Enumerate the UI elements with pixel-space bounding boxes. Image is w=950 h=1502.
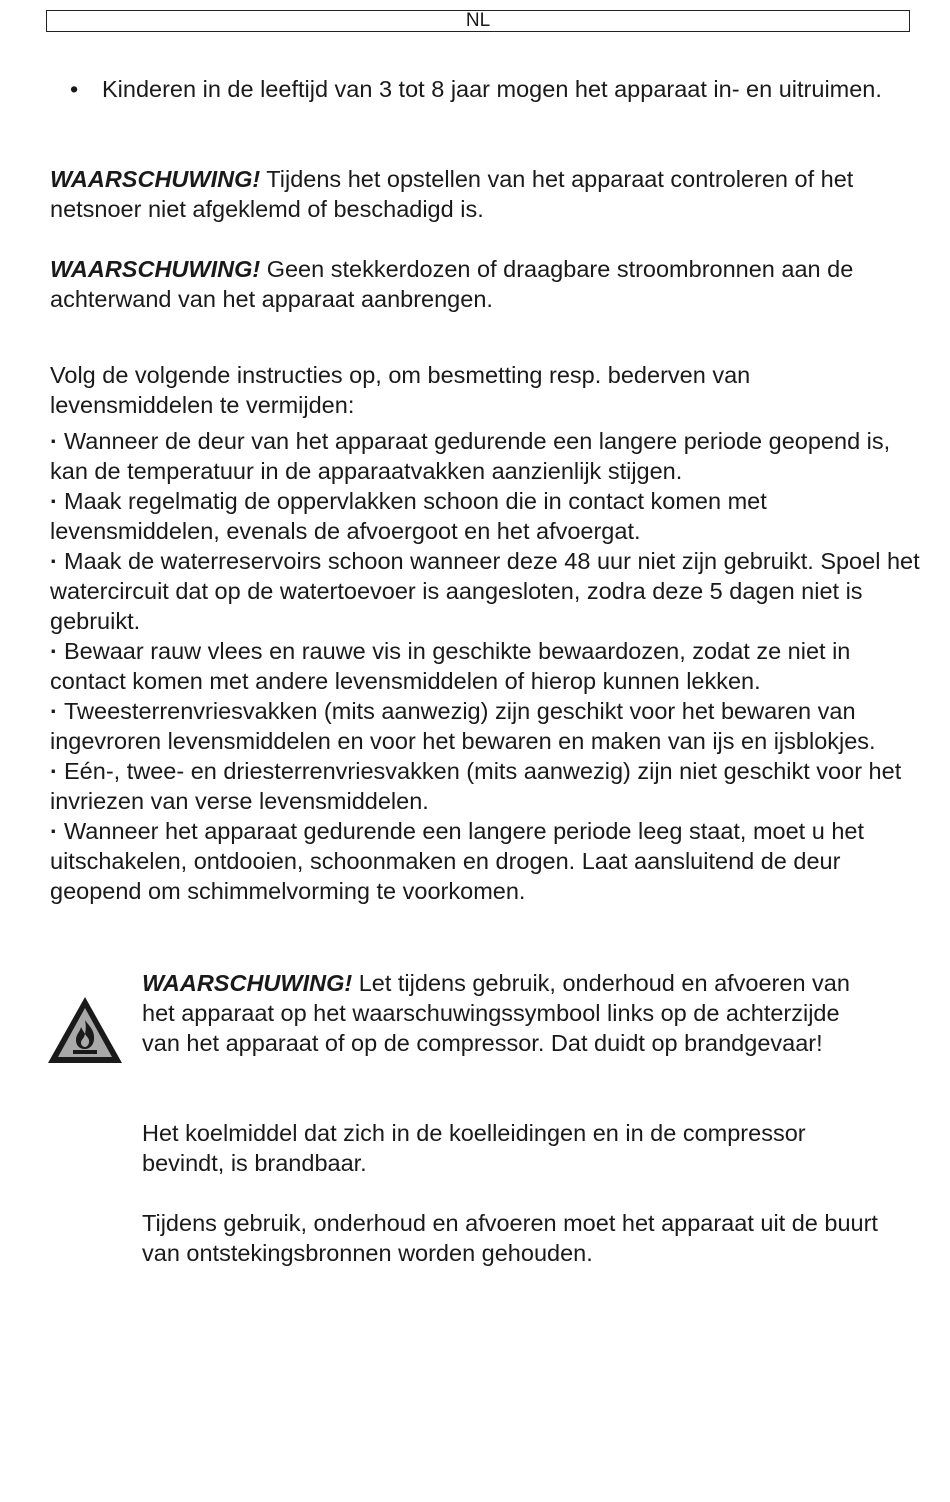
instructions-list	[50, 426, 930, 906]
warning-label: WAARSCHUWING!	[50, 256, 261, 282]
list-item-text: Bewaar rauw vlees en rauwe vis in geschikte bewaardozen, zodat ze niet in contact komen met andere levensmiddelen of hierop kunnen lekken.	[50, 638, 851, 694]
list-item-text: Tweesterrenvriesvakken (mits aanwezig) zijn geschikt voor het bewaren van ingevroren levensmiddelen en voor het bewaren en maken van ijs en ijsblokjes.	[50, 698, 876, 754]
list-item	[50, 546, 930, 636]
list-item-text: Wanneer het apparaat gedurende een langere periode leeg staat, moet u het uitschakelen, ontdooien, schoonmaken en drogen. Laat aansluitend de deur geopend om schimmelvorming te voorkomen.	[50, 818, 865, 904]
list-marker: ·	[50, 698, 58, 724]
warning-label: WAARSCHUWING!	[50, 166, 261, 192]
warning-text: Geen stekkerdozen of draagbare stroombronnen aan de achterwand van het apparaat aanbrengen.	[50, 256, 854, 312]
list-item	[50, 696, 930, 756]
warning-label: WAARSCHUWING!	[142, 970, 353, 996]
list-marker: ·	[50, 638, 58, 664]
language-code: NL	[465, 10, 491, 31]
flammable-warning-icon	[45, 994, 125, 1066]
list-item	[50, 756, 930, 816]
ignition-note: Tijdens gebruik, onderhoud en afvoeren moet het apparaat uit de buurt van ontstekingsbronnen worden gehouden.	[142, 1210, 878, 1266]
list-item	[50, 426, 930, 486]
instructions-intro: Volg de volgende instructies op, om besmetting resp. bederven van levensmiddelen te vermijden:	[50, 362, 751, 418]
list-item	[50, 636, 930, 696]
list-item-text: Wanneer de deur van het apparaat gedurende een langere periode geopend is, kan de temperatuur in de apparaatvakken aanzienlijk stijgen.	[50, 428, 891, 484]
intro-bullet	[64, 74, 884, 104]
list-marker: ·	[50, 488, 58, 514]
list-marker: ·	[50, 758, 58, 784]
list-item-text: Eén-, twee- en driesterrenvriesvakken (mits aanwezig) zijn niet geschikt voor het invriezen van verse levensmiddelen.	[50, 758, 902, 814]
list-marker: ·	[50, 428, 58, 454]
list-marker: ·	[50, 548, 58, 574]
language-header	[46, 10, 910, 32]
warning-stekkerdozen	[50, 254, 920, 314]
warning-text: Tijdens het opstellen van het apparaat controleren of het netsnoer niet afgeklemd of beschadigd is.	[50, 166, 854, 222]
fire-warning	[142, 968, 882, 1058]
warning-netsnoer	[50, 164, 920, 224]
fire-warning-text: Let tijdens gebruik, onderhoud en afvoeren van het apparaat op het waarschuwingssymbool links op de achterzijde van het apparaat of op de compressor. Dat duidt op brandgevaar!	[142, 970, 850, 1056]
list-marker: ·	[50, 818, 58, 844]
list-item	[50, 816, 930, 906]
list-item-text: Maak regelmatig de oppervlakken schoon die in contact komen met levensmiddelen, evenals de afvoergoot en het afvoergat.	[50, 488, 767, 544]
list-item	[50, 486, 930, 546]
intro-bullet-text: Kinderen in de leeftijd van 3 tot 8 jaar mogen het apparaat in- en uitruimen.	[102, 76, 882, 102]
bullet-marker: •	[70, 76, 79, 102]
refrigerant-note: Het koelmiddel dat zich in de koelleidingen en in de compressor bevindt, is brandbaar.	[142, 1120, 806, 1176]
list-item-text: Maak de waterreservoirs schoon wanneer deze 48 uur niet zijn gebruikt. Spoel het watercircuit dat op de watertoevoer is aangesloten, zodra deze 5 dagen niet is gebruikt.	[50, 548, 920, 634]
